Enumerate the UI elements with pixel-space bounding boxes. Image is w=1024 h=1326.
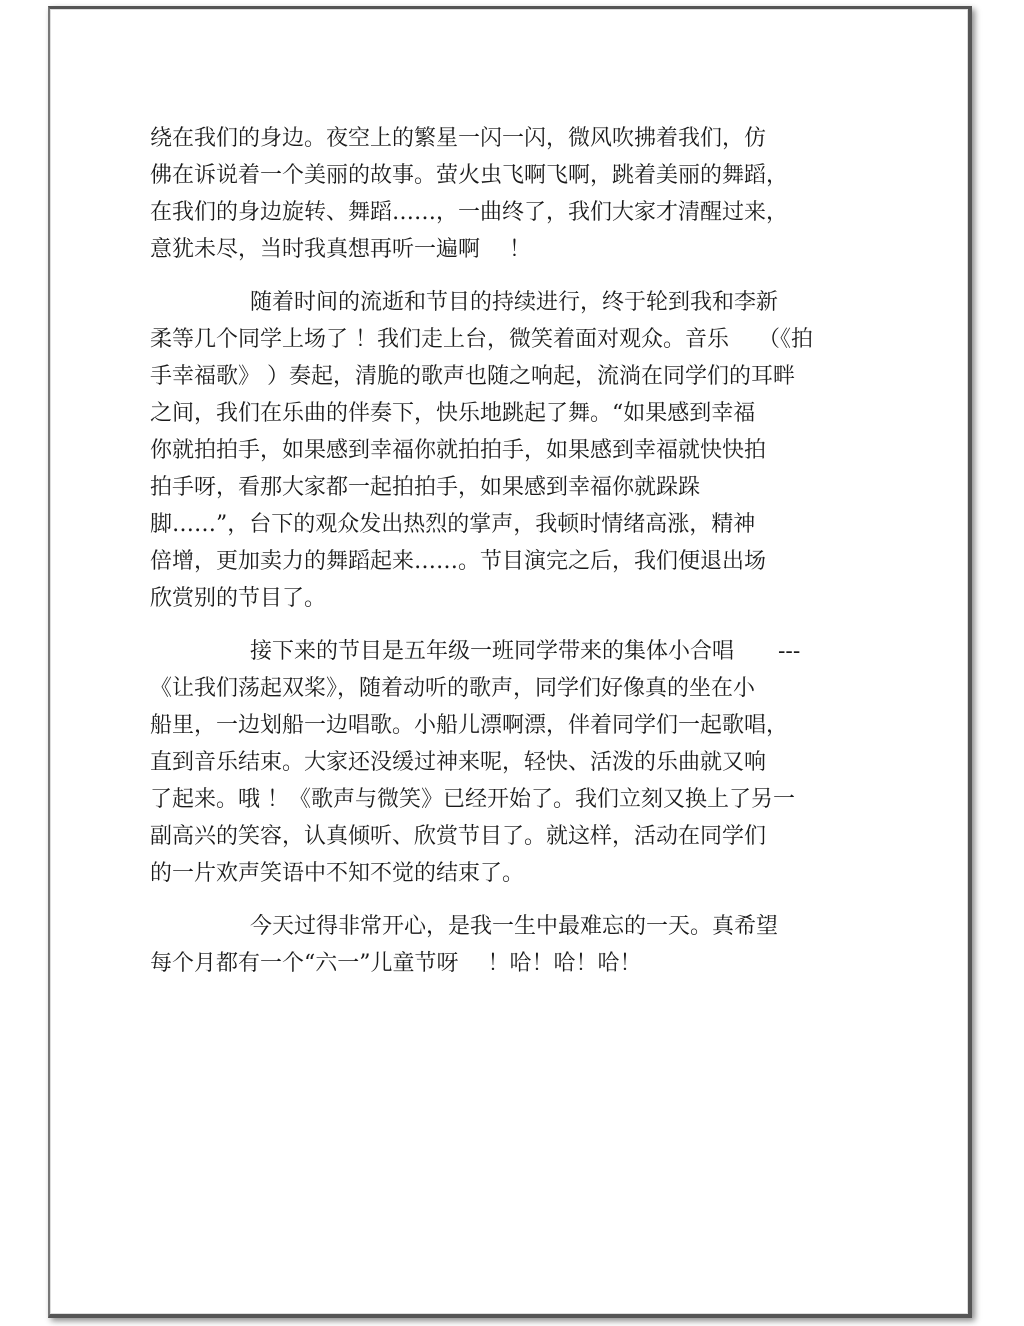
text-line: 每个月都有一个“六一”儿童节呀 ！哈！哈！哈！	[150, 951, 642, 976]
text-line: 之间，我们在乐曲的伴奏下，快乐地跳起了舞。“如果感到幸福	[150, 401, 756, 426]
text-line: 欣赏别的节目了。	[150, 586, 327, 611]
text-line: 《让我们荡起双桨》，随着动听的歌声，同学们好像真的坐在小	[150, 676, 756, 701]
text-line: 今天过得非常开心，是我一生中最难忘的一天。真希望	[250, 914, 779, 939]
text-line: 船里，一边划船一边唱歌。小船儿漂啊漂，伴着同学们一起歌唱，	[150, 713, 789, 738]
document-body	[150, 120, 870, 998]
text-line: 佛在诉说着一个美丽的故事。萤火虫飞啊飞啊，跳着美丽的舞蹈，	[150, 163, 789, 188]
text-line: 柔等几个同学上场了 ！我们走上台，微笑着面对观众。音乐 （《拍	[150, 327, 813, 352]
text-line: 拍手呀，看那大家都一起拍拍手，如果感到幸福你就跺跺	[150, 475, 701, 500]
paragraph-1	[150, 120, 870, 268]
text-line: 绕在我们的身边。夜空上的繁星一闪一闪，微风吹拂着我们，仿	[150, 126, 767, 151]
text-line: 副高兴的笑容，认真倾听、欣赏节目了。就这样，活动在同学们	[150, 824, 767, 849]
text-line: 意犹未尽，当时我真想再听一遍啊 ！	[150, 237, 531, 262]
paragraph-3	[150, 633, 870, 892]
text-line: 直到音乐结束。大家还没缓过神来呢，轻快、活泼的乐曲就又响	[150, 750, 767, 775]
paragraph-4	[150, 908, 870, 982]
text-line: 随着时间的流逝和节目的持续进行，终于轮到我和李新	[250, 290, 779, 315]
text-line: 倍增，更加卖力的舞蹈起来……。节目演完之后，我们便退出场	[150, 549, 767, 574]
text-line: 脚……”，台下的观众发出热烈的掌声，我顿时情绪高涨，精神	[150, 512, 756, 537]
text-line: 你就拍拍手，如果感到幸福你就拍拍手，如果感到幸福就快快拍	[150, 438, 767, 463]
text-line: 手幸福歌》 ）奏起，清脆的歌声也随之响起，流淌在同学们的耳畔	[150, 364, 795, 389]
text-line: 在我们的身边旋转、舞蹈……，一曲终了，我们大家才清醒过来，	[150, 200, 789, 225]
paragraph-2	[150, 284, 870, 617]
text-line: 的一片欢声笑语中不知不觉的结束了。	[150, 861, 525, 886]
text-line: 接下来的节目是五年级一班同学带来的集体小合唱 ---	[250, 639, 801, 664]
text-line: 了起来。哦 ！《歌声与微笑》已经开始了。我们立刻又换上了另一	[150, 787, 795, 812]
